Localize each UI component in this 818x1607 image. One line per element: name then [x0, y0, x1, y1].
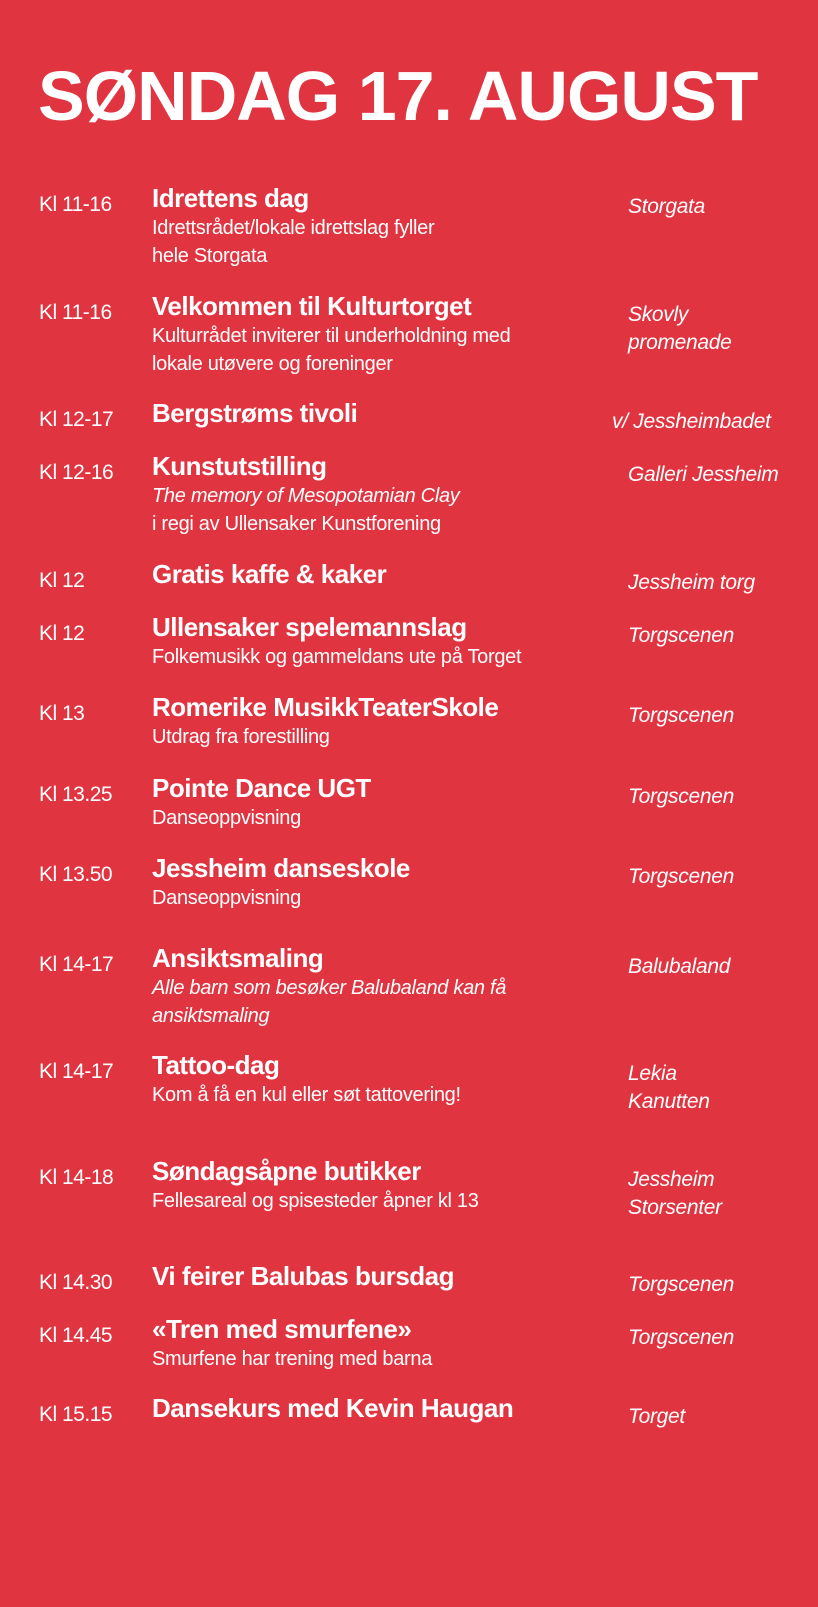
- event-description: Kom å få en kul eller søt tattovering!: [152, 1084, 461, 1106]
- event-name: Dansekurs med Kevin Haugan: [152, 1393, 514, 1423]
- event-time: Kl 13.50: [39, 863, 113, 886]
- event-name: Pointe Dance UGT: [152, 773, 371, 803]
- event-description: Danseoppvisning: [152, 807, 301, 829]
- event-venue: Torgscenen: [628, 1273, 734, 1296]
- event-name: Kunstutstilling: [152, 451, 327, 481]
- event-venue: Torgscenen: [628, 785, 734, 808]
- event-description: Alle barn som besøker Balubaland kan få: [152, 977, 507, 999]
- event-time: Kl 14-17: [39, 1060, 114, 1083]
- event-venue: Torget: [628, 1405, 685, 1428]
- event-venue: Torgscenen: [628, 1326, 734, 1349]
- event-description: Smurfene har trening med barna: [152, 1348, 433, 1370]
- event-description: Folkemusikk og gammeldans ute på Torget: [152, 646, 522, 668]
- event-venue: Torgscenen: [628, 865, 734, 888]
- event-venue: Skovly promenade: [628, 303, 732, 354]
- event-time: Kl 12-17: [39, 408, 114, 431]
- event-name: Bergstrøms tivoli: [152, 398, 358, 428]
- event-venue: Balubaland: [628, 955, 731, 978]
- event-name: Idrettens dag: [152, 183, 309, 213]
- event-venue: Jessheim torg: [628, 571, 755, 594]
- event-time: Kl 11-16: [39, 301, 112, 324]
- event-description: Fellesareal og spisesteder åpner kl 13: [152, 1190, 479, 1212]
- event-time: Kl 12: [39, 569, 85, 592]
- event-name: Vi feirer Balubas bursdag: [152, 1261, 455, 1291]
- event-description: Kulturrådet inviterer til underholdning med: [152, 325, 511, 347]
- event-venue: Torgscenen: [628, 624, 734, 647]
- event-description: Idrettsrådet/lokale idrettslag fyller: [152, 217, 435, 239]
- event-venue: v/ Jessheimbadet: [612, 410, 771, 433]
- event-time: Kl 11-16: [39, 193, 112, 216]
- event-time: Kl 12: [39, 622, 85, 645]
- event-description: i regi av Ullensaker Kunstforening: [152, 513, 441, 535]
- event-venue: Galleri Jessheim: [628, 463, 779, 486]
- page-title: SØNDAG 17. AUGUST: [38, 57, 758, 135]
- event-name: Gratis kaffe & kaker: [152, 559, 387, 589]
- event-time: Kl 14-18: [39, 1166, 114, 1189]
- event-name: Romerike MusikkTeaterSkole: [152, 692, 499, 722]
- event-description: lokale utøvere og foreninger: [152, 353, 393, 375]
- event-venue: Lekia Kanutten: [628, 1062, 710, 1113]
- event-time: Kl 14.45: [39, 1324, 113, 1347]
- event-time: Kl 14.30: [39, 1271, 113, 1294]
- event-description: Danseoppvisning: [152, 887, 301, 909]
- event-venue: Jessheim Storsenter: [628, 1168, 722, 1219]
- event-description: The memory of Mesopotamian Clay: [152, 485, 460, 507]
- event-description: Utdrag fra forestilling: [152, 726, 330, 748]
- event-description: ansiktsmaling: [152, 1005, 270, 1027]
- event-venue: Torgscenen: [628, 704, 734, 727]
- event-name: Ansiktsmaling: [152, 943, 324, 973]
- event-name: «Tren med smurfene»: [152, 1314, 412, 1344]
- event-name: Søndagsåpne butikker: [152, 1156, 421, 1186]
- event-time: Kl 15.15: [39, 1403, 113, 1426]
- event-name: Ullensaker spelemannslag: [152, 612, 467, 642]
- event-name: Tattoo-dag: [152, 1050, 280, 1080]
- event-time: Kl 13.25: [39, 783, 113, 806]
- event-name: Velkommen til Kulturtorget: [152, 291, 472, 321]
- event-description: hele Storgata: [152, 245, 268, 267]
- event-time: Kl 13: [39, 702, 85, 725]
- event-name: Jessheim danseskole: [152, 853, 410, 883]
- event-venue: Storgata: [628, 195, 705, 218]
- event-time: Kl 12-16: [39, 461, 114, 484]
- event-time: Kl 14-17: [39, 953, 114, 976]
